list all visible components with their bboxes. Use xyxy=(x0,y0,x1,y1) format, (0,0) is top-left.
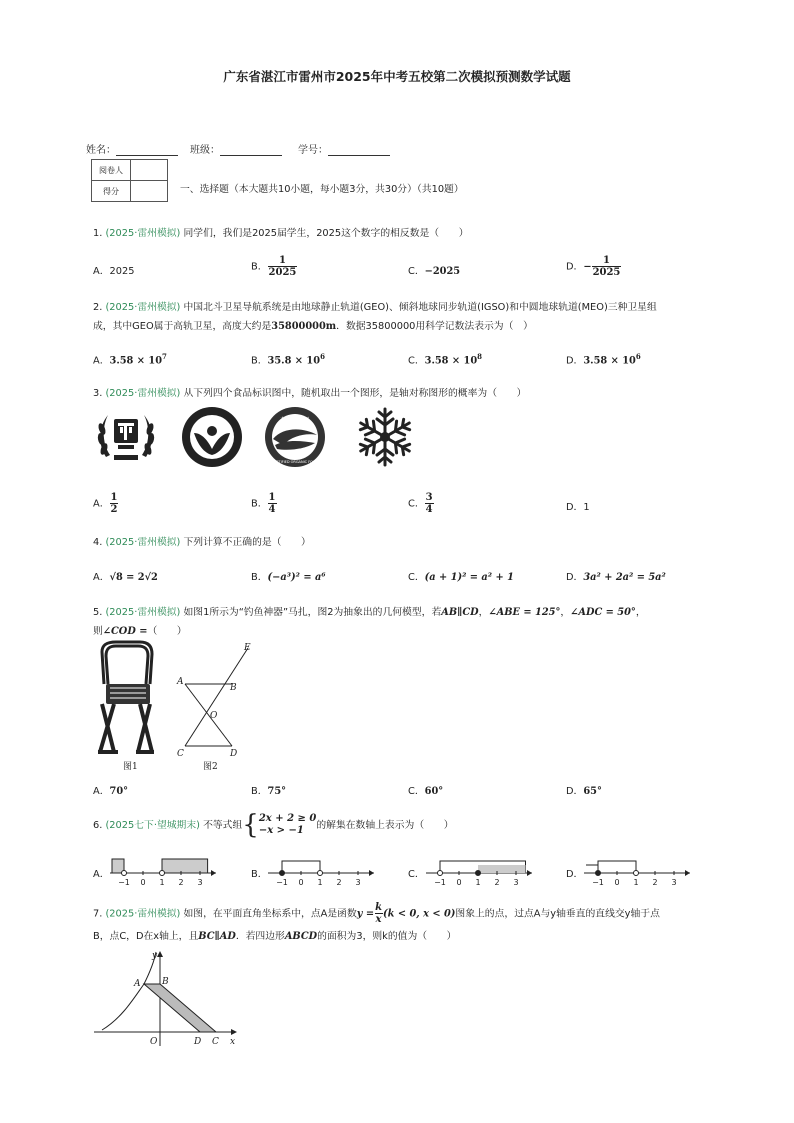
q7-point-c: C xyxy=(212,1037,219,1047)
point-o-label: O xyxy=(210,711,218,721)
logo2-title: 有 机 食 品 xyxy=(280,417,310,424)
q4-option-c[interactable]: C．(a + 1)² = a² + 1 xyxy=(408,572,514,583)
q7-point-d: D xyxy=(194,1037,202,1047)
q4-option-b[interactable]: B．(−a³)² = a⁶ xyxy=(251,572,326,583)
name-field[interactable] xyxy=(86,141,178,156)
q6-number-line-c[interactable] xyxy=(424,855,536,889)
name-label: 姓名： xyxy=(86,145,116,156)
question-4: 4. (2025·雷州模拟) 下列计算不正确的是（ ） xyxy=(93,537,311,548)
q7-x-axis-label: x xyxy=(230,1037,236,1047)
tick-label: 2 xyxy=(494,878,500,887)
q3-option-c[interactable]: C． $\frac{3}{4}$ xyxy=(408,492,433,515)
point-c-label: C xyxy=(177,749,184,759)
q6-number-line-b[interactable] xyxy=(266,855,378,889)
tick-label: 1 xyxy=(633,878,639,887)
tick-label: 3 xyxy=(671,878,677,887)
question-1: 1. (2025·雷州模拟) 同学们，我们是2025届学生，2025这个数字的相反数是（ ） xyxy=(93,228,469,239)
question-3: 3. (2025·雷州模拟) 从下列四个食品标识图中，随机取出一个图形，是轴对称图形的概率为（ ） xyxy=(93,388,527,399)
open-endpoint xyxy=(318,871,323,876)
closed-endpoint xyxy=(596,871,601,876)
axis-arrow xyxy=(685,870,690,876)
tick-label: 1 xyxy=(317,878,323,887)
q2-option-b[interactable]: B．$35.8 \times 10^6$ xyxy=(251,352,325,367)
point-a-label: A xyxy=(177,677,184,687)
q5-option-c[interactable]: C．60° xyxy=(408,786,444,797)
q1-option-a[interactable]: A．2025 xyxy=(93,266,135,277)
open-endpoint xyxy=(122,871,127,876)
coordinate-figure xyxy=(92,948,242,1048)
question-2: 2. (2025·雷州模拟) 中国北斗卫星导航系统是由地球静止轨道(GEO)、倾斜地球同步轨道(IGSO)和中圆地球轨道(MEO)三种卫星组 成，其中GEO属于高轨卫星，高度大约是35800000m．数据35800000用科学记数法表示为（ ） xyxy=(93,302,657,332)
q2-option-d[interactable]: D．$3.58 \times 10^6$ xyxy=(566,352,641,367)
green-food-logo-image xyxy=(180,405,244,469)
q2-option-a[interactable]: A．$3.58 \times 10^7$ xyxy=(93,352,167,367)
q6-option-b-label[interactable]: B． xyxy=(251,869,268,880)
section-heading: 一、选择题（本大题共10小题，每小题3分，共30分）（共10题） xyxy=(180,184,464,195)
laurel-logo-image xyxy=(94,405,158,469)
q1-option-b[interactable]: B． $\frac{1}{2025}$ xyxy=(251,255,297,278)
question-5: 5. (2025·雷州模拟) 如图1所示为“钓鱼神器”马扎，图2为抽象出的几何模型，若AB∥CD，∠ABE = 125°，∠ADC = 50°， 则∠COD =（ ） xyxy=(93,607,646,637)
q3-option-d[interactable]: D．1 xyxy=(566,502,590,513)
tick-label: 0 xyxy=(614,878,620,887)
geometry-figure-2 xyxy=(172,640,262,762)
page-title: 广东省湛江市雷州市2025年中考五校第二次模拟预测数学试题 xyxy=(223,69,571,84)
score-label: 得分 xyxy=(92,181,131,202)
class-field[interactable] xyxy=(190,141,282,156)
q6-number-line-d[interactable] xyxy=(582,855,694,889)
q6-option-d-label[interactable]: D． xyxy=(566,869,584,880)
tick-label: 0 xyxy=(456,878,462,887)
student-id-field[interactable] xyxy=(298,141,390,156)
q7-point-b: B xyxy=(162,977,169,987)
tick-label: −1 xyxy=(276,878,288,887)
open-endpoint xyxy=(160,871,165,876)
logo2-ring-text: CERTIFIED ORGANIC FOOD xyxy=(271,460,319,464)
organic-food-logo-image xyxy=(263,405,327,469)
tick-label: 2 xyxy=(336,878,342,887)
q6-option-a-label[interactable]: A． xyxy=(93,869,110,880)
tick-label: 0 xyxy=(298,878,304,887)
tick-label: 3 xyxy=(355,878,361,887)
question-6: 6. (2025七下·望城期末) 不等式组{ 2x + 2 ≥ 0 −x > −1 的解集在数轴上表示为（ ） xyxy=(93,810,454,840)
figure-1-caption: 图1 xyxy=(123,762,138,772)
q4-option-a[interactable]: A．√8 = 2√2 xyxy=(93,572,158,583)
q3-option-a[interactable]: A． $\frac{1}{2}$ xyxy=(93,492,118,515)
axis-arrow xyxy=(211,870,216,876)
q7-point-o: O xyxy=(150,1037,158,1047)
score-table xyxy=(91,159,168,202)
point-b-label: B xyxy=(230,683,237,693)
closed-endpoint xyxy=(476,871,481,876)
point-e-label: E xyxy=(244,643,251,653)
tick-label: −1 xyxy=(118,878,130,887)
axis-arrow xyxy=(527,870,532,876)
q7-point-a: A xyxy=(134,979,141,989)
class-label: 班级： xyxy=(190,145,220,156)
q3-option-b[interactable]: B． $\frac{1}{4}$ xyxy=(251,492,276,515)
folding-stool-image xyxy=(94,640,158,758)
q2-option-c[interactable]: C．$3.58 \times 10^8$ xyxy=(408,352,483,367)
point-d-label: D xyxy=(230,749,238,759)
q6-option-c-label[interactable]: C． xyxy=(408,869,425,880)
tick-label: 1 xyxy=(475,878,481,887)
tick-label: 3 xyxy=(197,878,203,887)
tick-label: 0 xyxy=(140,878,146,887)
tick-label: 3 xyxy=(513,878,519,887)
tick-label: −1 xyxy=(592,878,604,887)
solution-region-right xyxy=(162,859,208,873)
closed-endpoint xyxy=(280,871,285,876)
q5-option-b[interactable]: B．75° xyxy=(251,786,287,797)
q6-number-line-a[interactable] xyxy=(108,855,220,889)
q5-option-a[interactable]: A．70° xyxy=(93,786,129,797)
reviewer-label: 阅卷人 xyxy=(92,160,131,181)
q4-option-d[interactable]: D．3a² + 2a² = 5a² xyxy=(566,572,666,583)
figure-2-caption: 图2 xyxy=(203,762,218,772)
q7-y-axis-label: y xyxy=(152,951,158,961)
q1-option-d[interactable]: D．− $\frac{1}{2025}$ xyxy=(566,255,621,278)
open-endpoint xyxy=(438,871,443,876)
tick-label: 2 xyxy=(178,878,184,887)
q1-option-c[interactable]: C．−2025 xyxy=(408,266,461,277)
question-7: 7. (2025·雷州模拟) 如图，在平面直角坐标系中，点A是函数y = $\frac{k}{x}$ (k < 0, x < 0)图象上的点，过点A与y轴垂直的直线交y轴于点 B，点C，D在x轴上，且BC∥AD．若四边形ABCD的面积为3，则k的值为（ ） xyxy=(93,902,660,942)
solution-shade xyxy=(478,865,526,873)
tick-label: −1 xyxy=(434,878,446,887)
id-label: 学号： xyxy=(298,145,328,156)
q5-option-d[interactable]: D．65° xyxy=(566,786,602,797)
open-endpoint xyxy=(634,871,639,876)
tick-label: 2 xyxy=(652,878,658,887)
snowflake-logo-image xyxy=(353,405,417,469)
axis-arrow xyxy=(369,870,374,876)
tick-label: 1 xyxy=(159,878,165,887)
